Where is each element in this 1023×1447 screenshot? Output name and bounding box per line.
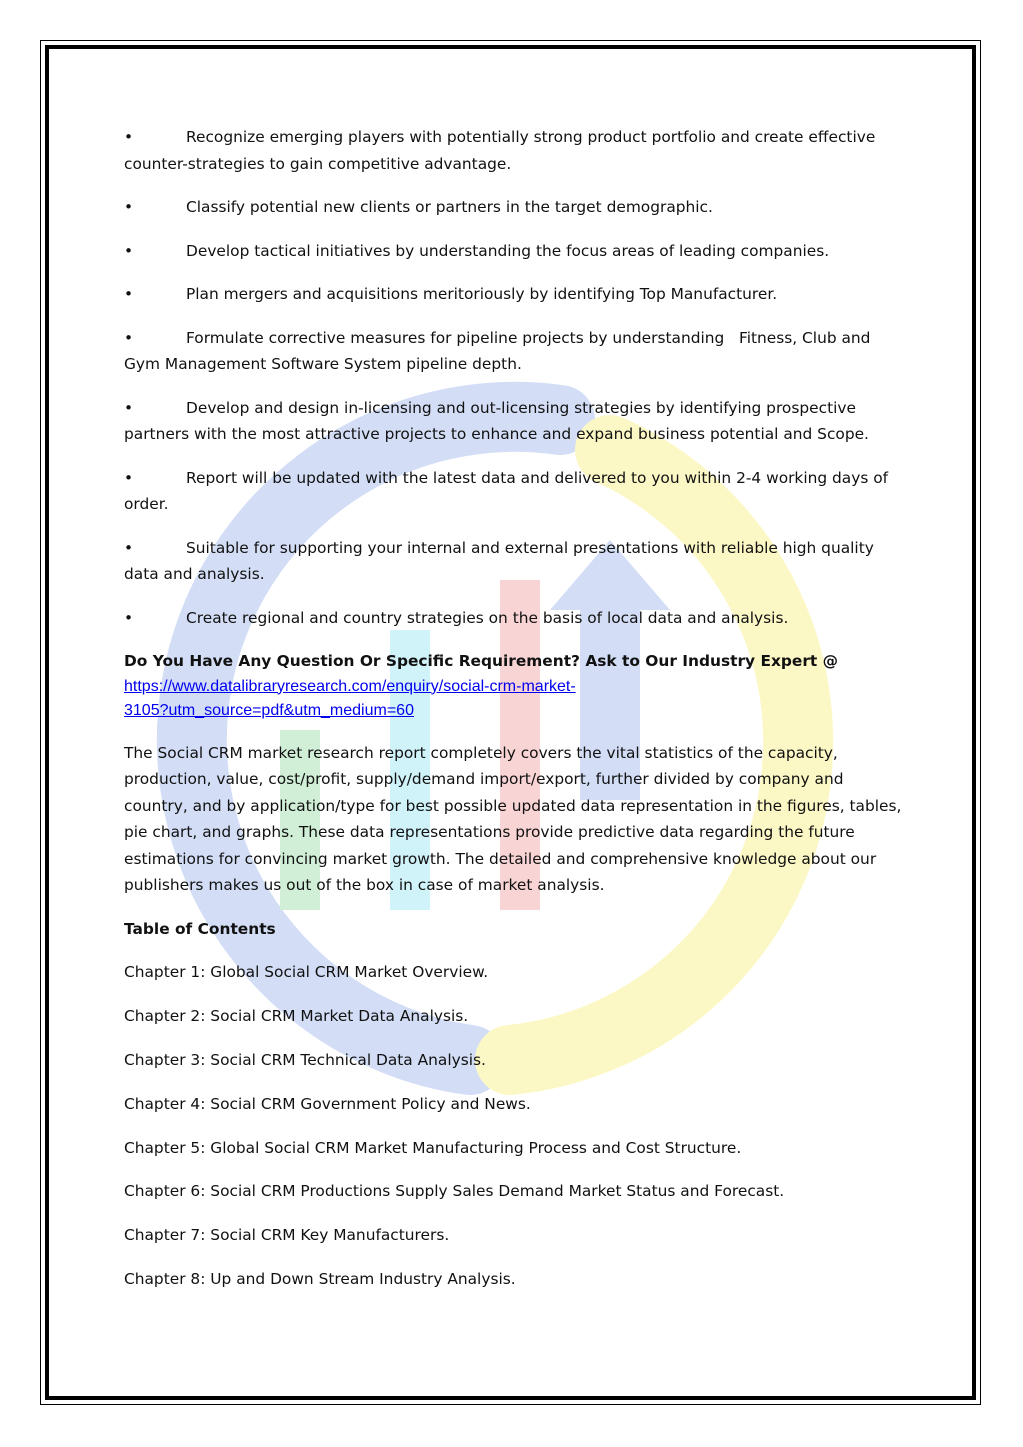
bullet-text: Plan mergers and acquisitions meritoriously by identifying Top Manufacturer. <box>186 285 778 303</box>
question-section <box>124 648 904 723</box>
bullet-item <box>124 124 904 177</box>
enquiry-link[interactable] <box>124 675 904 723</box>
bullet-marker: • <box>124 128 134 146</box>
toc-chapter: Chapter 4: Social CRM Government Policy and News. <box>124 1094 531 1113</box>
bullet-text: Recognize emerging players with potentially strong product portfolio and create effective counter-strategies to gain competitive advantage. <box>124 128 876 173</box>
toc-heading: Table of Contents <box>124 919 276 938</box>
bullet-text: Report will be updated with the latest data and delivered to you within 2-4 working days of order. <box>124 468 889 513</box>
bullet-marker: • <box>124 538 134 557</box>
bullet-marker: • <box>124 608 134 627</box>
bullet-item <box>124 535 904 588</box>
bullet-item <box>124 605 904 632</box>
bullet-item <box>124 194 904 221</box>
market-description: The Social CRM market research report completely covers the vital statistics of the capacity, production, value, cost/profit, supply/demand import/export, further divided by company and country, and by application/type for best possible updated data representation in the figures, tables, pie chart, and graphs. These data representations provide predictive data regarding the future estimations for convincing market growth. The detailed and comprehensive knowledge about our publishers makes us out of the box in case of market analysis. <box>124 743 902 894</box>
bullet-marker: • <box>124 198 134 216</box>
bullet-text: Develop and design in-licensing and out-licensing strategies by identifying prospective partners with the most attractive projects to enhance and expand business potential and Scope. <box>124 398 869 443</box>
toc-chapter: Chapter 8: Up and Down Stream Industry Analysis. <box>124 1270 516 1289</box>
bullet-marker: • <box>124 398 134 417</box>
bullet-text: Create regional and country strategies on the basis of local data and analysis. <box>186 608 789 627</box>
question-heading: Do You Have Any Question Or Specific Requirement? Ask to Our Industry Expert @ <box>124 652 839 670</box>
bullet-item <box>124 325 904 378</box>
toc-chapter: Chapter 1: Global Social CRM Market Overview. <box>124 963 489 981</box>
bullet-marker: • <box>124 285 134 303</box>
bullet-item <box>124 238 904 265</box>
bullet-item <box>124 395 904 448</box>
bullet-marker: • <box>124 328 134 347</box>
bullet-text: Classify potential new clients or partners in the target demographic. <box>186 198 713 216</box>
toc-chapter: Chapter 2: Social CRM Market Data Analysis. <box>124 1006 469 1025</box>
bullet-item <box>124 281 904 308</box>
enquiry-link-line1: https://www.datalibraryresearch.com/enquiry/social-crm-market- <box>124 677 576 695</box>
document-body <box>124 124 904 1310</box>
bullet-text: Develop tactical initiatives by understanding the focus areas of leading companies. <box>186 241 830 260</box>
toc-chapter: Chapter 7: Social CRM Key Manufacturers. <box>124 1226 450 1245</box>
toc-chapter: Chapter 3: Social CRM Technical Data Analysis. <box>124 1050 486 1069</box>
toc-chapter: Chapter 6: Social CRM Productions Supply Sales Demand Market Status and Forecast. <box>124 1182 785 1201</box>
bullet-marker: • <box>124 468 134 487</box>
bullet-text: Formulate corrective measures for pipeline projects by understanding Fitness, Club and Gym Management Software System pipeline depth. <box>124 328 876 373</box>
bullet-marker: • <box>124 241 134 260</box>
bullet-text: Suitable for supporting your internal and external presentations with reliable high quality data and analysis. <box>124 538 874 583</box>
bullet-item <box>124 465 904 518</box>
toc-chapter: Chapter 5: Global Social CRM Market Manufacturing Process and Cost Structure. <box>124 1138 742 1157</box>
enquiry-link-line2: 3105?utm_source=pdf&utm_medium=60 <box>124 701 414 719</box>
